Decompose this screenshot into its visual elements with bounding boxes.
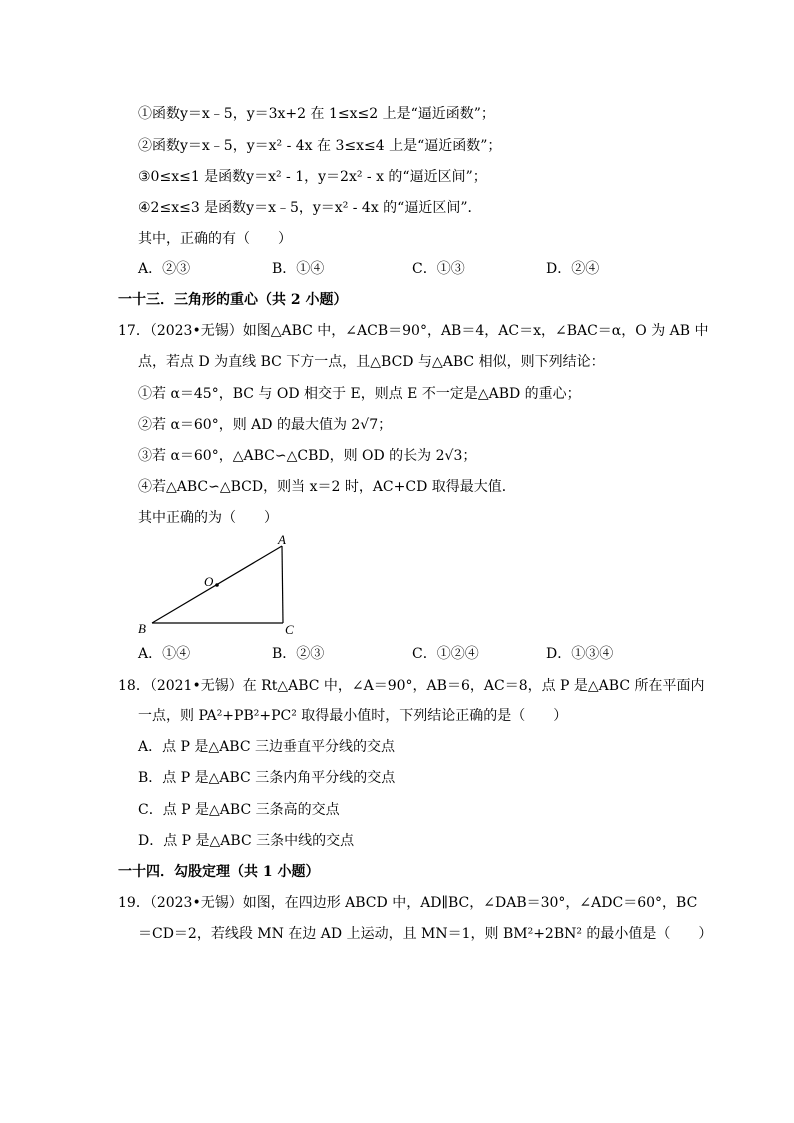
q16-option-a: A．②③ <box>138 261 191 277</box>
q16-option-b: B．①④ <box>272 261 325 277</box>
q17-item-1: ①若 α＝45°，BC 与 OD 相交于 E，则点 E 不一定是△ABD 的重心； <box>138 386 581 402</box>
q17-option-a: A．①④ <box>138 646 191 662</box>
side-ca <box>282 546 283 623</box>
label-a: A <box>278 532 286 547</box>
q16-option-d: D．②④ <box>546 261 600 277</box>
q17-item-2: ②若 α＝60°，则 AD 的最大值为 2√7； <box>138 417 393 433</box>
label-o: O <box>204 574 214 589</box>
section-14-title: 一十四．勾股定理（共 1 小题） <box>118 864 320 880</box>
triangle-figure <box>130 528 310 638</box>
q18-stem-2: 一点，则 PA²+PB²+PC² 取得最小值时，下列结论正确的是（ ） <box>138 708 568 724</box>
q16-line-2: ②函数y＝x﹣5，y＝x² - 4x 在 3≤x≤4 上是“逼近函数”； <box>138 138 502 154</box>
section-13-title: 一十三．三角形的重心（共 2 小题） <box>118 292 348 308</box>
q16-line-4: ④2≤x≤3 是函数y＝x﹣5，y＝x² - 4x 的“逼近区间”． <box>138 200 482 216</box>
q17-prompt: 其中正确的为（ ） <box>138 510 278 526</box>
q16-line-3: ③0≤x≤1 是函数y＝x² - 1，y＝2x² - x 的“逼近区间”； <box>138 169 487 185</box>
q18-option-a: A．点 P 是△ABC 三边垂直平分线的交点 <box>138 739 396 755</box>
label-b: B <box>138 621 146 636</box>
q17-stem-2: 点，若点 D 为直线 BC 下方一点，且△BCD 与△ABC 相似，则下列结论： <box>138 354 605 370</box>
q18-option-b: B．点 P 是△ABC 三条内角平分线的交点 <box>138 770 396 786</box>
q18-stem-1: 18．（2021•无锡）在 Rt△ABC 中，∠A＝90°，AB＝6，AC＝8，点 P 是△ABC 所在平面内 <box>118 678 705 694</box>
q18-option-d: D．点 P 是△ABC 三条中线的交点 <box>138 833 355 849</box>
midpoint-o-dot <box>215 583 219 587</box>
q18-option-c: C．点 P 是△ABC 三条高的交点 <box>138 802 340 818</box>
q17-stem-1: 17．（2023•无锡）如图△ABC 中，∠ACB＝90°，AB＝4，AC＝x，∠BAC＝α，O 为 AB 中 <box>118 323 709 339</box>
q17-option-c: C．①②④ <box>412 646 479 662</box>
q16-line-1: ①函数y＝x﹣5，y＝3x+2 在 1≤x≤2 上是“逼近函数”； <box>138 106 495 122</box>
q16-prompt: 其中，正确的有（ ） <box>138 231 292 247</box>
q17-option-b: B．②③ <box>272 646 325 662</box>
q19-stem-1: 19．（2023•无锡）如图，在四边形 ABCD 中，AD∥BC，∠DAB＝30°，∠ADC＝60°，BC <box>118 895 698 911</box>
label-c: C <box>285 622 294 637</box>
q19-stem-2: ＝CD＝2，若线段 MN 在边 AD 上运动，且 MN＝1，则 BM²+2BN² 的最小值是（ ） <box>138 926 713 942</box>
q17-item-4: ④若△ABC∽△BCD，则当 x＝2 时，AC+CD 取得最大值． <box>138 479 516 495</box>
q17-option-d: D．①③④ <box>546 646 614 662</box>
q16-option-c: C．①③ <box>412 261 465 277</box>
q17-item-3: ③若 α＝60°，△ABC∽△CBD，则 OD 的长为 2√3； <box>138 448 477 464</box>
